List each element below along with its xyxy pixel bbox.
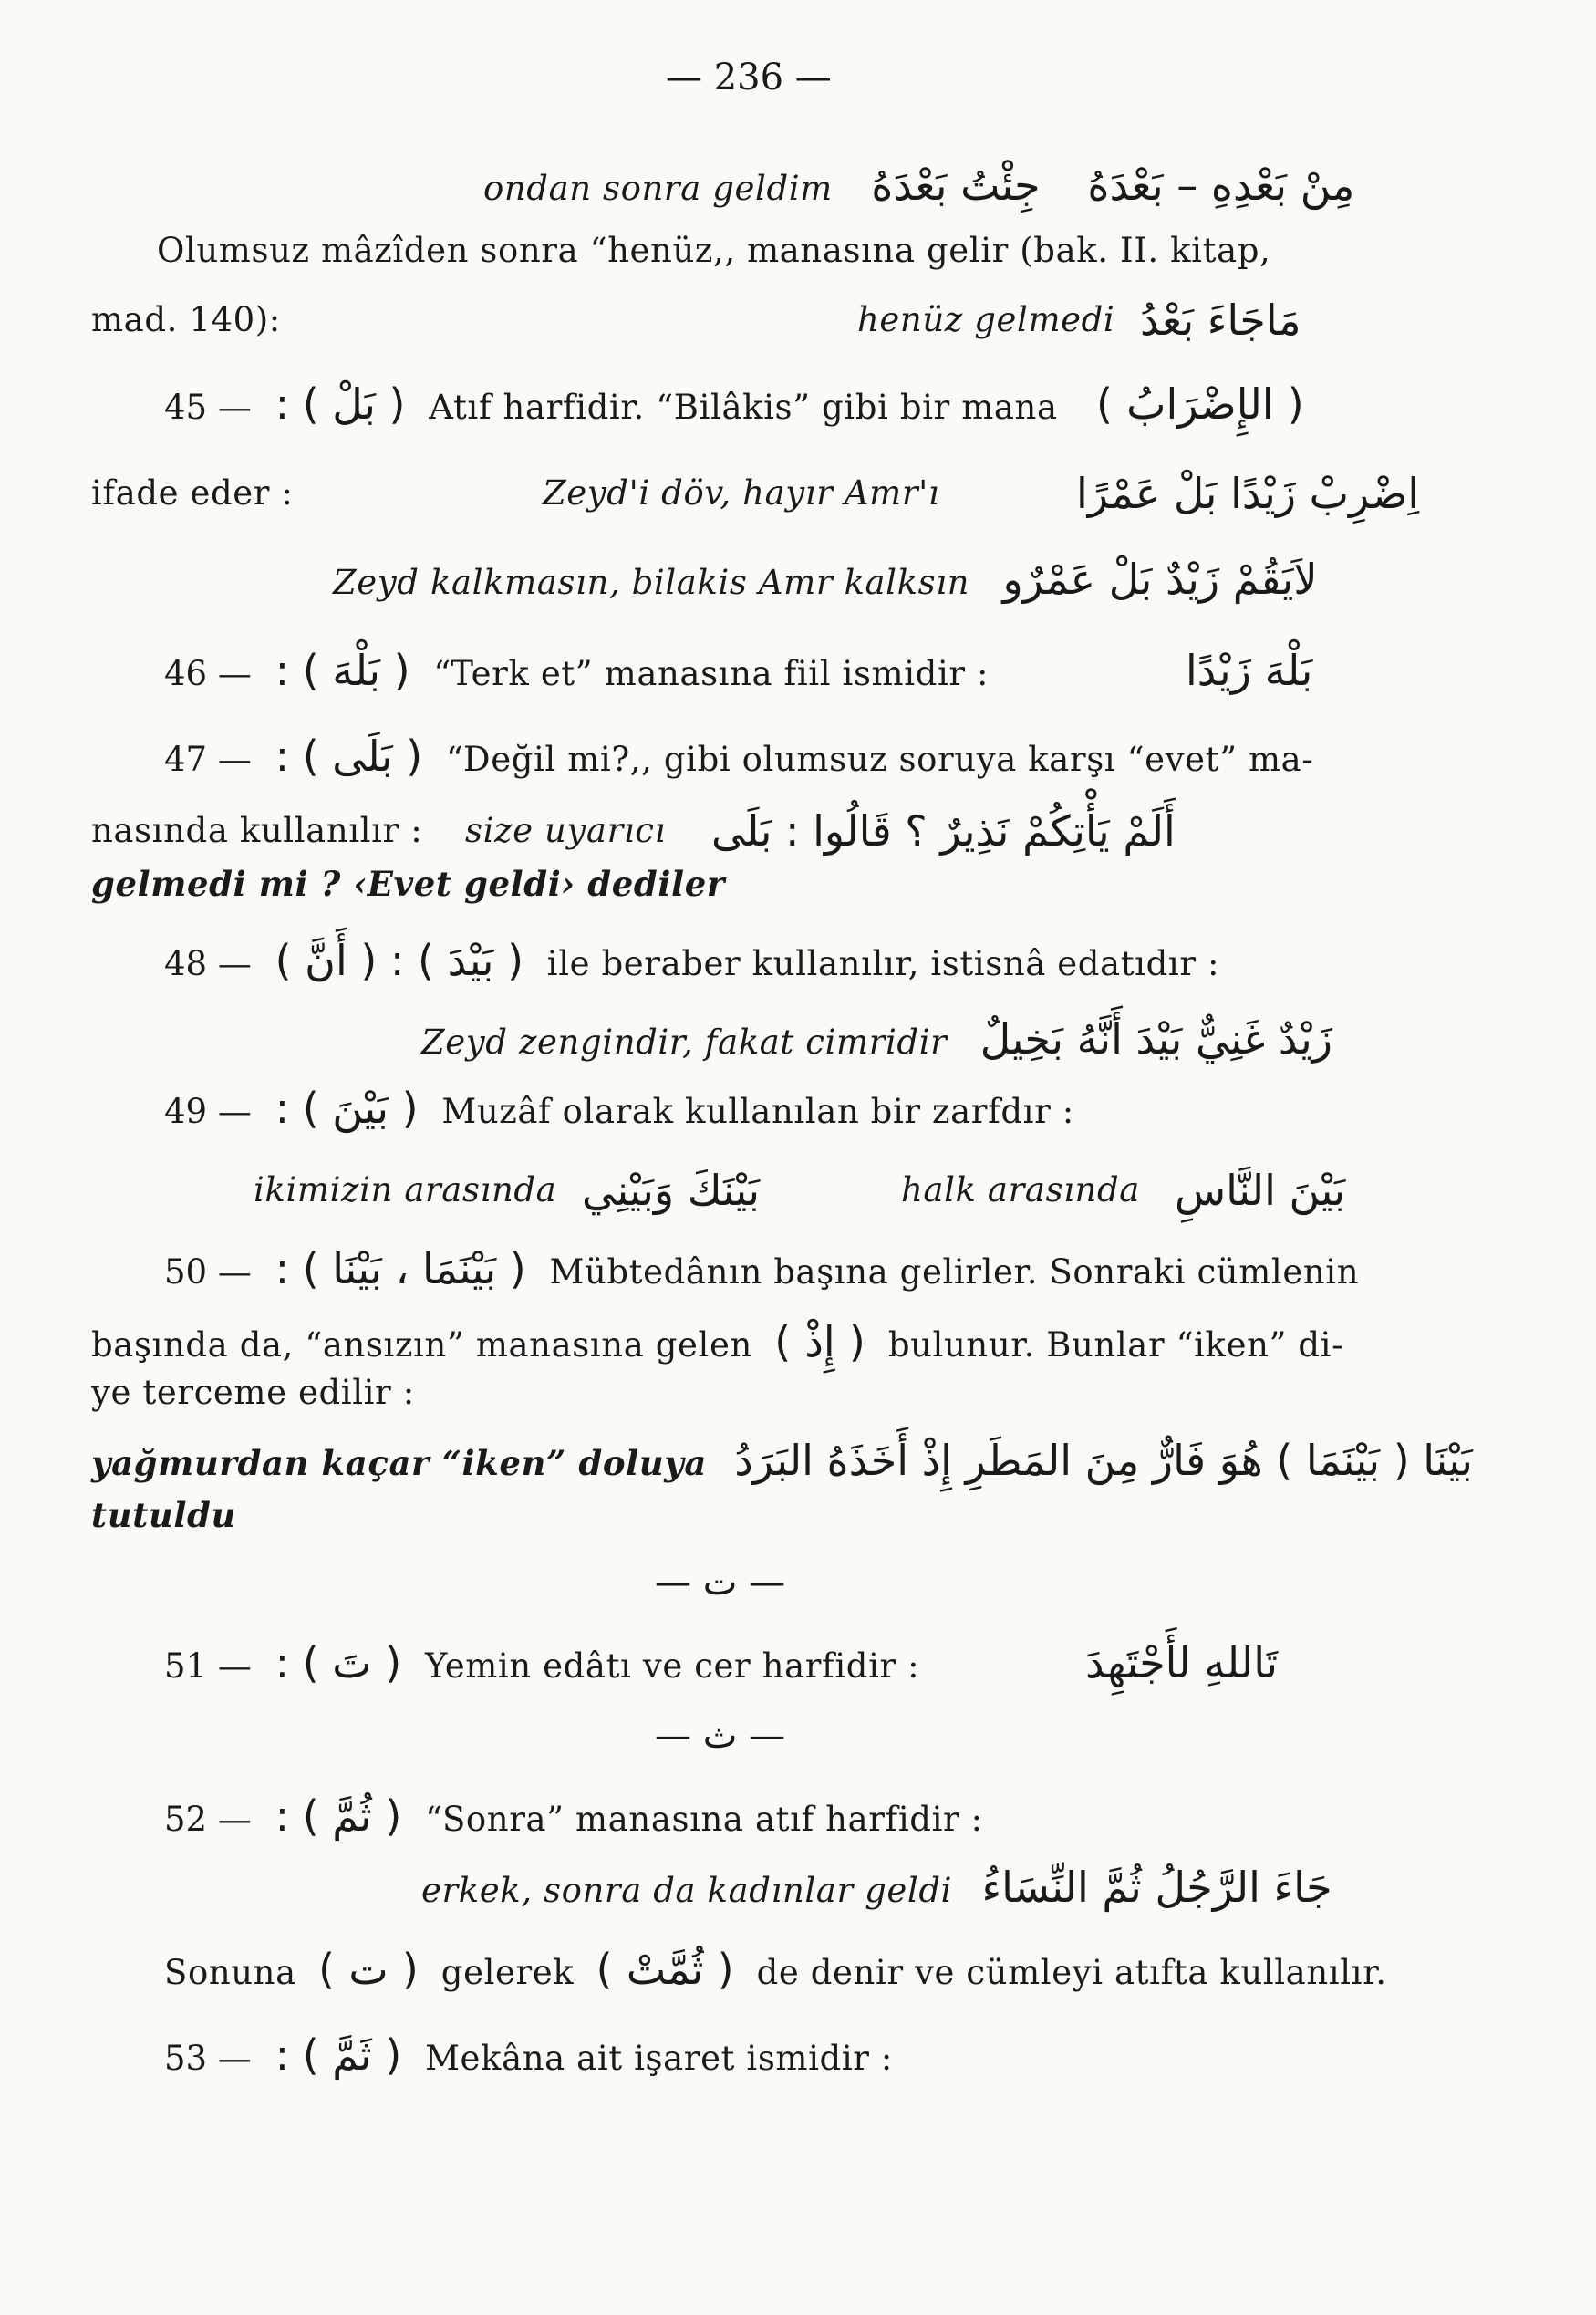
entry-definition: ile beraber kullanılır, istisnâ edatıdır : (546, 944, 1220, 983)
entry-definition: “Değil mi?,, gibi olumsuz soruya karşı “evet” ma- (446, 740, 1314, 779)
arabic-example: بَيْنَا ( بَيْنَمَا ) هُوَ فَارٌّ مِنَ المَطَرِ إِذْ أَخَذَهُ البَرَدُ (734, 1436, 1473, 1485)
page-number: — 236 — (666, 57, 832, 99)
body-text: bulunur. Bunlar “iken” di- (887, 1325, 1344, 1365)
example-line (483, 161, 1355, 210)
entry-number: 50 — (164, 1252, 252, 1292)
arabic-example: بَلْهَ زَيْدًا (1186, 646, 1313, 695)
example-translation: ikimizin arasında (254, 1170, 557, 1209)
example-translation: Zeyd'i döv, hayır Amr'ı (543, 473, 940, 513)
arabic-particle: ( ثَمَّ ) : (275, 2030, 402, 2080)
body-text-line (164, 1945, 1387, 1994)
entry-definition: Mekâna ait işaret ismidir : (425, 2039, 893, 2078)
example-translation: henüz gelmedi (857, 300, 1115, 339)
entry-number: 47 — (164, 740, 252, 779)
example-translation: Zeyd kalkmasın, bilakis Amr kalksın (333, 563, 970, 602)
example-line (91, 469, 1420, 518)
body-text-line (91, 296, 1386, 345)
body-text: de denir ve cümleyi atıfta kullanılır. (756, 1953, 1387, 1992)
entry-number: 48 — (164, 944, 252, 983)
entry-number: 53 — (164, 2039, 252, 2078)
body-text: Olumsuz mâzîden sonra “henüz,, manasına gelir (bak. II. kitap, (157, 231, 1271, 270)
entry-number: 46 — (164, 654, 252, 693)
entry-46 (164, 646, 1350, 695)
entry-51 (164, 1638, 1350, 1687)
example-translation: tutuldu (91, 1495, 237, 1535)
entry-47 (164, 732, 1314, 781)
example-translation: halk arasında (901, 1170, 1140, 1209)
body-text: ifade eder : (91, 473, 294, 513)
arabic-particle: ( إِذْ ) (774, 1317, 866, 1366)
body-text: Sonuna (164, 1953, 296, 1992)
entry-number: 51 — (164, 1646, 252, 1686)
entry-number: 45 — (164, 388, 252, 427)
arabic-particle: ( بَلَى ) : (275, 732, 423, 781)
arabic-example: مِنْ بَعْدِهِ – بَعْدَهُ (1087, 161, 1355, 210)
entry-definition: Atıf harfidir. “Bilâkis” gibi bir mana (429, 388, 1058, 427)
arabic-particle: ( بَيْدَ ) : ( أَنَّ ) (275, 936, 524, 985)
arabic-example: زَيْدٌ غَنِيٌّ بَيْدَ أَنَّهُ بَخِيلٌ (979, 1014, 1333, 1064)
example-translation: ondan sonra geldim (483, 169, 833, 208)
entry-50 (164, 1244, 1360, 1293)
arabic-example: جَاءَ الرَّجُلُ ثُمَّ النِّسَاءُ (981, 1863, 1332, 1912)
example-line (421, 1014, 1333, 1064)
arabic-example: بَيْنَكَ وَبَيْنِي (582, 1166, 761, 1215)
arabic-particle: ( بَلْ ) : (275, 379, 406, 429)
arabic-term: ( الإِضْرَابُ ) (1096, 379, 1305, 429)
example-line (254, 1166, 1384, 1215)
body-text: mad. 140): (91, 300, 281, 339)
example-translation: Zeyd zengindir, fakat cimridir (421, 1023, 948, 1062)
example-line (421, 1863, 1332, 1912)
arabic-example: جِئْتُ بَعْدَهُ (871, 161, 1041, 210)
arabic-particle: ( بَيْنَمَا ، بَيْنَا ) : (275, 1244, 526, 1293)
entry-definition: Mübtedânın başına gelirler. Sonraki cümlenin (549, 1252, 1360, 1292)
arabic-particle: ( ثُمَّ ) : (275, 1791, 402, 1841)
arabic-particle: ( ت ) (318, 1945, 420, 1994)
arabic-example: أَلَمْ يَأْتِكُمْ نَذِيرٌ ؟ قَالُوا : بَلَى (711, 806, 1176, 856)
arabic-particle: ( بَلْهَ ) : (275, 646, 410, 695)
arabic-particle: ( ثُمَّتْ ) (596, 1945, 735, 1994)
section-header: — ت — (655, 1562, 786, 1604)
arabic-example: تَاللهِ لأَجْتَهِدَ (1085, 1638, 1279, 1687)
entry-45 (164, 379, 1305, 429)
entry-definition: “Sonra” manasına atıf harfidir : (425, 1800, 983, 1839)
entry-49 (164, 1084, 1074, 1133)
entry-definition: Yemin edâtı ve cer harfidir : (424, 1646, 920, 1686)
example-translation: erkek, sonra da kadınlar geldi (421, 1871, 953, 1910)
arabic-example: بَيْنَ النَّاسِ (1175, 1166, 1346, 1215)
entry-52 (164, 1791, 983, 1841)
body-text-line (91, 1317, 1344, 1366)
example-line (333, 555, 1318, 604)
arabic-example: اِضْرِبْ زَيْدًا بَلْ عَمْرًا (1076, 469, 1420, 518)
entry-48 (164, 936, 1220, 985)
arabic-example: لاَيَقُمْ زَيْدٌ بَلْ عَمْرٌو (1002, 555, 1318, 604)
arabic-particle: ( تَ ) : (275, 1638, 402, 1687)
entry-definition: Muzâf olarak kullanılan bir zarfdır : (441, 1092, 1074, 1131)
example-translation: size uyarıcı (465, 811, 667, 850)
example-line (91, 1436, 1473, 1485)
arabic-particle: ( بَيْنَ ) : (275, 1084, 419, 1133)
body-text: ye terceme edilir : (91, 1373, 415, 1412)
example-translation: gelmedi mi ? ‹Evet geldi› dediler (91, 864, 725, 904)
arabic-example: مَاجَاءَ بَعْدُ (1140, 296, 1301, 345)
example-line (91, 806, 1386, 856)
entry-53 (164, 2030, 893, 2080)
entry-definition: “Terk et” manasına fiil ismidir : (433, 654, 990, 693)
body-text: başında da, “ansızın” manasına gelen (91, 1325, 752, 1365)
example-translation: yağmurdan kaçar “iken” doluya (91, 1443, 707, 1483)
body-text: nasında kullanılır : (91, 811, 423, 850)
section-header: — ث — (655, 1715, 786, 1757)
entry-number: 52 — (164, 1800, 252, 1839)
entry-number: 49 — (164, 1092, 252, 1131)
body-text: gelerek (440, 1953, 575, 1992)
